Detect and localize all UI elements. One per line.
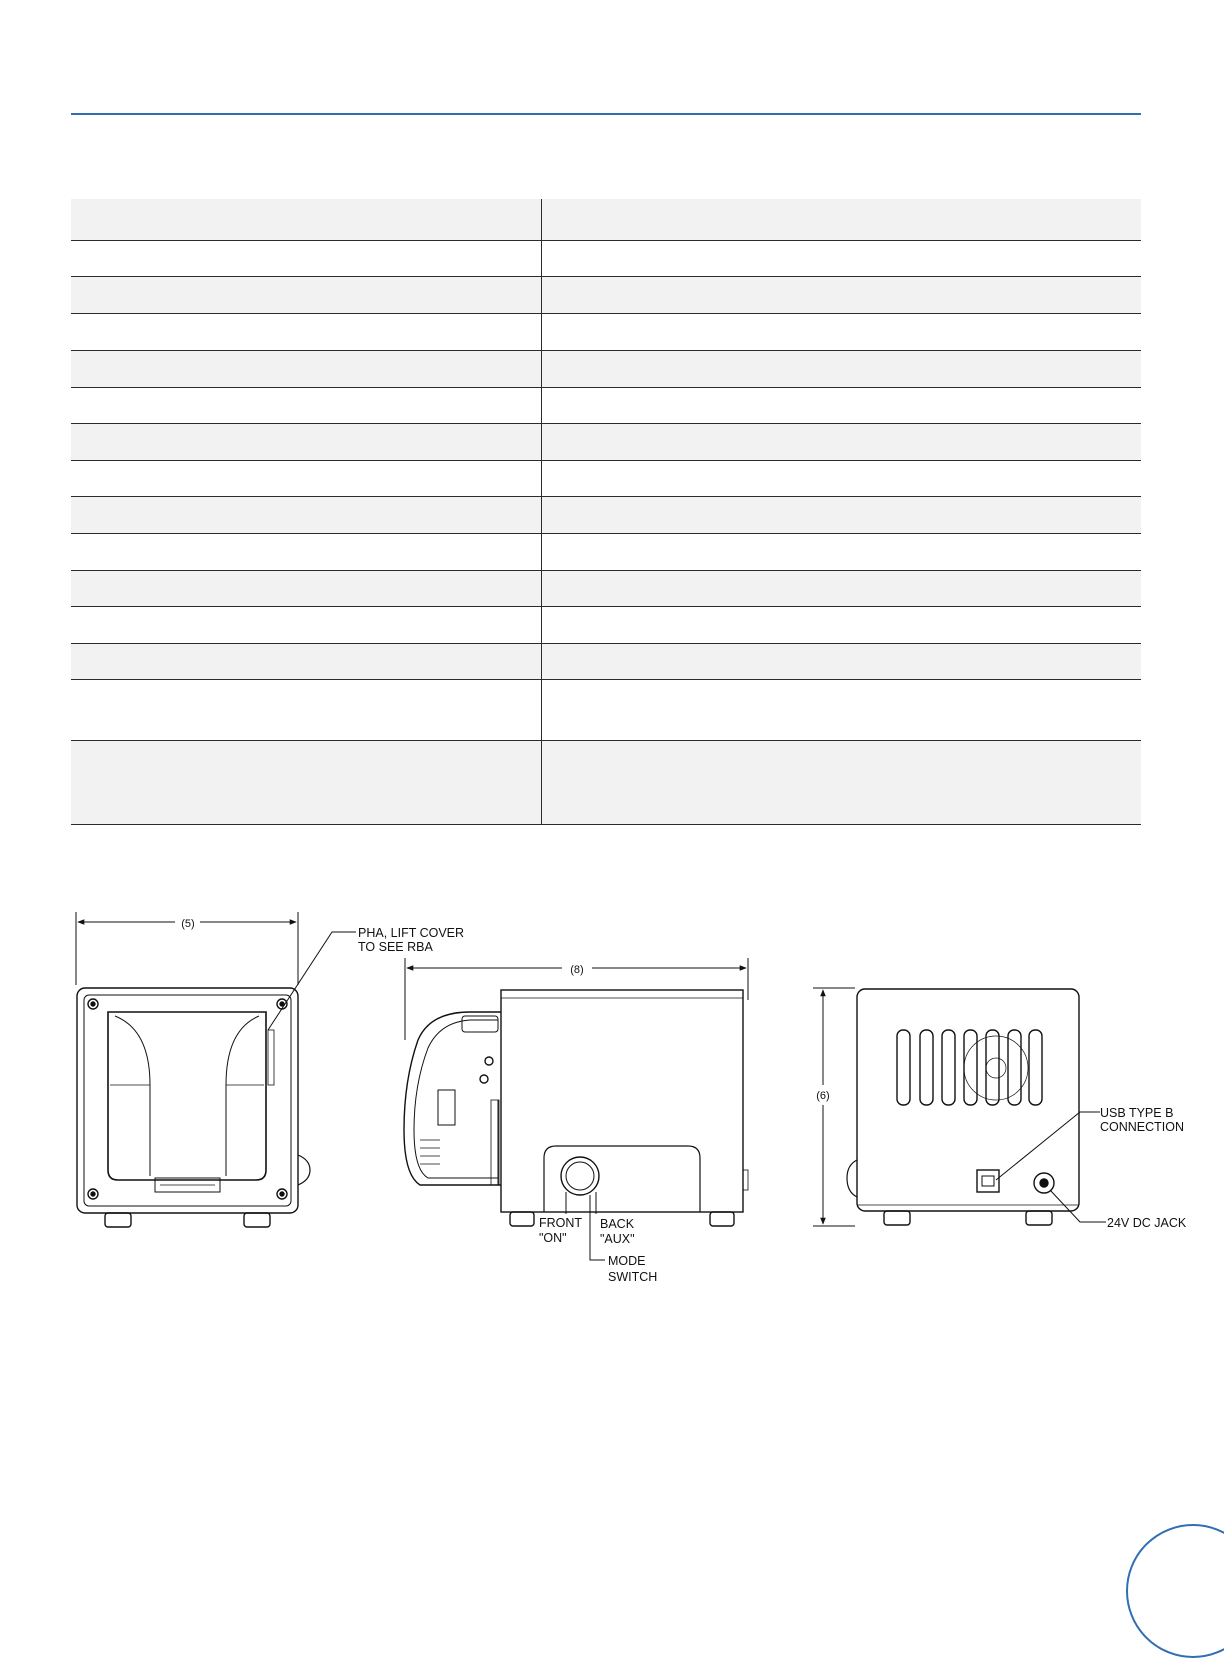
row-label (71, 460, 542, 496)
row-label (71, 313, 542, 350)
row-value (542, 199, 1142, 240)
table-row (71, 350, 1141, 387)
row-label (71, 199, 542, 240)
row-value (542, 276, 1142, 313)
dimension-drawing (0, 880, 1224, 1300)
back-aux-line2: "AUX" (600, 1232, 635, 1246)
row-label (71, 496, 542, 533)
row-value (542, 460, 1142, 496)
table-row (71, 496, 1141, 533)
dc-jack-label: 24V DC JACK (1107, 1216, 1187, 1230)
table-row (71, 533, 1141, 570)
row-value (542, 570, 1142, 606)
row-label (71, 606, 542, 643)
row-label (71, 533, 542, 570)
row-value (542, 350, 1142, 387)
row-label (71, 240, 542, 276)
row-value (542, 240, 1142, 276)
height-dimension-label: (6) (816, 1090, 830, 1102)
mode-switch-line1: MODE (608, 1254, 646, 1268)
table-row (71, 387, 1141, 423)
row-label (71, 350, 542, 387)
mode-switch-line2: SWITCH (608, 1270, 658, 1284)
side-view (404, 958, 748, 1260)
front-on-line1: FRONT (539, 1216, 583, 1230)
row-value (542, 679, 1142, 740)
table-row (71, 276, 1141, 313)
table-row (71, 313, 1141, 350)
table-row (71, 679, 1141, 740)
row-label (71, 387, 542, 423)
row-value (542, 643, 1142, 679)
row-value (542, 387, 1142, 423)
row-label (71, 679, 542, 740)
row-value (542, 740, 1142, 824)
usb-callout-line2: CONNECTION (1100, 1120, 1185, 1134)
row-label (71, 643, 542, 679)
row-label (71, 276, 542, 313)
row-value (542, 533, 1142, 570)
front-view (76, 912, 356, 1227)
table-row (71, 199, 1141, 240)
spec-table (71, 199, 1141, 825)
row-value (542, 496, 1142, 533)
row-value (542, 606, 1142, 643)
row-value (542, 423, 1142, 460)
page-number-badge (1126, 1524, 1224, 1658)
width-dimension-label: (5) (181, 918, 195, 930)
usb-callout-line1: USB TYPE B (1100, 1106, 1174, 1120)
back-aux-line1: BACK (600, 1217, 635, 1231)
length-dimension-label: (8) (570, 964, 584, 976)
pha-callout-line2: TO SEE RBA (358, 940, 433, 954)
front-on-line2: "ON" (539, 1231, 567, 1245)
table-row (71, 570, 1141, 606)
table-row (71, 606, 1141, 643)
rear-view (813, 988, 1106, 1226)
row-value (542, 313, 1142, 350)
row-label (71, 740, 542, 824)
table-row (71, 240, 1141, 276)
pha-callout-line1: PHA, LIFT COVER (358, 926, 465, 940)
row-label (71, 570, 542, 606)
table-row (71, 460, 1141, 496)
row-label (71, 423, 542, 460)
table-row (71, 643, 1141, 679)
table-row (71, 740, 1141, 824)
table-row (71, 423, 1141, 460)
header-rule (71, 113, 1141, 115)
